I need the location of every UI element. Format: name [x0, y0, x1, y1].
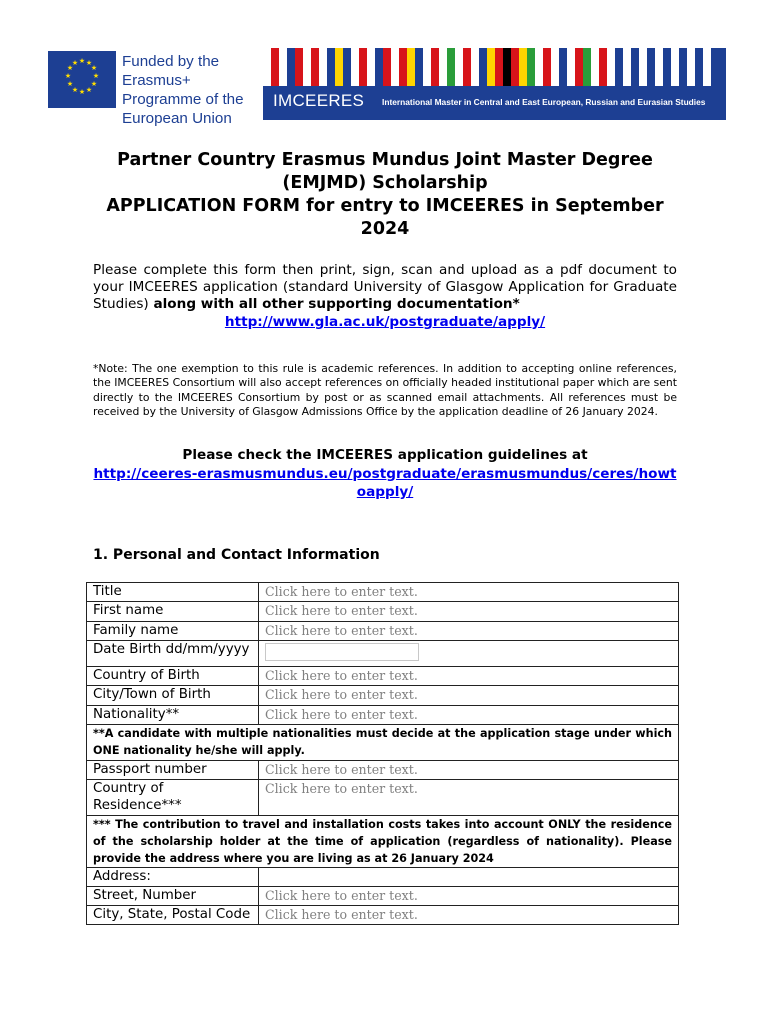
intro-bold-text: along with all other supporting documentation* — [148, 296, 520, 313]
family-name-input[interactable] — [259, 621, 679, 640]
title-input[interactable] — [259, 583, 679, 602]
passport-input[interactable] — [259, 760, 679, 779]
apply-link[interactable]: http://www.gla.ac.uk/postgraduate/apply/ — [224, 313, 546, 330]
flag-stripes — [263, 48, 726, 86]
first-name-label: First name — [87, 602, 259, 621]
guidelines-link[interactable]: http://ceeres-erasmusmundus.eu/postgraduate/erasmusmundus/ceres/howtoapply/ — [93, 465, 677, 500]
banner-subtitle: International Master in Central and East European, Russian and Eurasian Studies — [382, 97, 706, 107]
street-input[interactable] — [259, 886, 679, 905]
table-row — [87, 815, 679, 868]
residence-note: *** The contribution to travel and installation costs takes into account ONLY the residence of the scholarship holder at the time of application (regardless of nationality). Please provide the address where you are living as at 26 January 2024 — [87, 815, 679, 868]
placeholder-text: Click here to enter text. — [265, 687, 418, 703]
svg-text:★: ★ — [66, 80, 74, 88]
city-birth-input[interactable] — [259, 686, 679, 705]
svg-text:★: ★ — [71, 59, 79, 67]
date-birth-label: Date Birth dd/mm/yyyy — [87, 640, 259, 666]
page-title — [90, 149, 680, 241]
city-birth-label: City/Town of Birth — [87, 686, 259, 705]
date-picker-field[interactable] — [265, 643, 419, 661]
table-row — [87, 779, 679, 815]
placeholder-text: Click here to enter text. — [265, 907, 418, 923]
table-row — [87, 906, 679, 925]
references-note: *Note: The one exemption to this rule is academic references. In addition to accepting online references, the IMCEERES Consortium will also accept references on officially headed institutional paper which are sent directly to the IMCEERES Consortium by post or as scanned email attachments. All references must be received by the University of Glasgow Admissions Office by the application deadline of 26 January 2024. — [93, 362, 677, 419]
table-row — [87, 621, 679, 640]
svg-text:★: ★ — [64, 72, 72, 80]
svg-text:★: ★ — [85, 59, 93, 67]
city-state-input[interactable] — [259, 906, 679, 925]
svg-text:★: ★ — [85, 86, 93, 94]
table-row — [87, 640, 679, 666]
title-line-1: Partner Country Erasmus Mundus Joint Master Degree (EMJMD) Scholarship — [117, 150, 653, 193]
nationality-note: **A candidate with multiple nationalities must decide at the application stage under which ONE nationality he/she will apply. — [87, 725, 679, 761]
title-label: Title — [87, 583, 259, 602]
svg-text:★: ★ — [90, 64, 98, 72]
family-name-label: Family name — [87, 621, 259, 640]
table-row — [87, 602, 679, 621]
table-row — [87, 868, 679, 886]
first-name-input[interactable] — [259, 602, 679, 621]
intro-text: Please complete this form then print, sign, scan and upload as a pdf document to your IMCEERES application (standard University of Glasgow Application for Graduate Studies) — [93, 262, 677, 313]
table-row — [87, 667, 679, 686]
table-row — [87, 725, 679, 761]
svg-text:★: ★ — [92, 72, 100, 80]
placeholder-text: Click here to enter text. — [265, 780, 418, 796]
residence-input[interactable] — [259, 779, 679, 815]
svg-text:★: ★ — [71, 86, 79, 94]
placeholder-text: Click here to enter text. — [265, 584, 418, 599]
svg-text:★: ★ — [66, 64, 74, 72]
eu-flag-logo — [48, 51, 116, 108]
placeholder-text: Click here to enter text. — [265, 668, 418, 684]
table-row — [87, 705, 679, 724]
street-label: Street, Number — [87, 886, 259, 905]
table-row — [87, 686, 679, 705]
guidelines-text: Please check the IMCEERES application guidelines at — [182, 447, 588, 463]
table-row — [87, 583, 679, 602]
nationality-input[interactable] — [259, 705, 679, 724]
nationality-label: Nationality** — [87, 705, 259, 724]
guidelines — [93, 446, 677, 502]
placeholder-text: Click here to enter text. — [265, 622, 418, 638]
placeholder-text: Click here to enter text. — [265, 887, 418, 903]
eu-funding-text: Funded by the Erasmus+ Programme of the European Union — [122, 53, 244, 127]
imceeres-banner — [263, 48, 726, 120]
address-label: Address: — [87, 868, 259, 886]
svg-text:★: ★ — [78, 88, 86, 96]
personal-info-table — [86, 582, 679, 925]
intro-paragraph — [93, 262, 677, 331]
address-spacer — [259, 868, 679, 886]
passport-label: Passport number — [87, 760, 259, 779]
placeholder-text: Click here to enter text. — [265, 603, 418, 619]
date-birth-input[interactable] — [259, 640, 679, 666]
table-row — [87, 760, 679, 779]
svg-text:★: ★ — [90, 80, 98, 88]
placeholder-text: Click here to enter text. — [265, 761, 418, 777]
placeholder-text: Click here to enter text. — [265, 706, 418, 722]
city-state-label: City, State, Postal Code — [87, 906, 259, 925]
country-birth-input[interactable] — [259, 667, 679, 686]
title-line-2: APPLICATION FORM for entry to IMCEERES in September 2024 — [106, 196, 664, 239]
residence-label: Country of Residence*** — [87, 779, 259, 815]
svg-text:★: ★ — [78, 57, 86, 65]
country-birth-label: Country of Birth — [87, 667, 259, 686]
section-title: 1. Personal and Contact Information — [93, 547, 380, 563]
table-row — [87, 886, 679, 905]
banner-title: IMCEERES — [273, 91, 365, 110]
